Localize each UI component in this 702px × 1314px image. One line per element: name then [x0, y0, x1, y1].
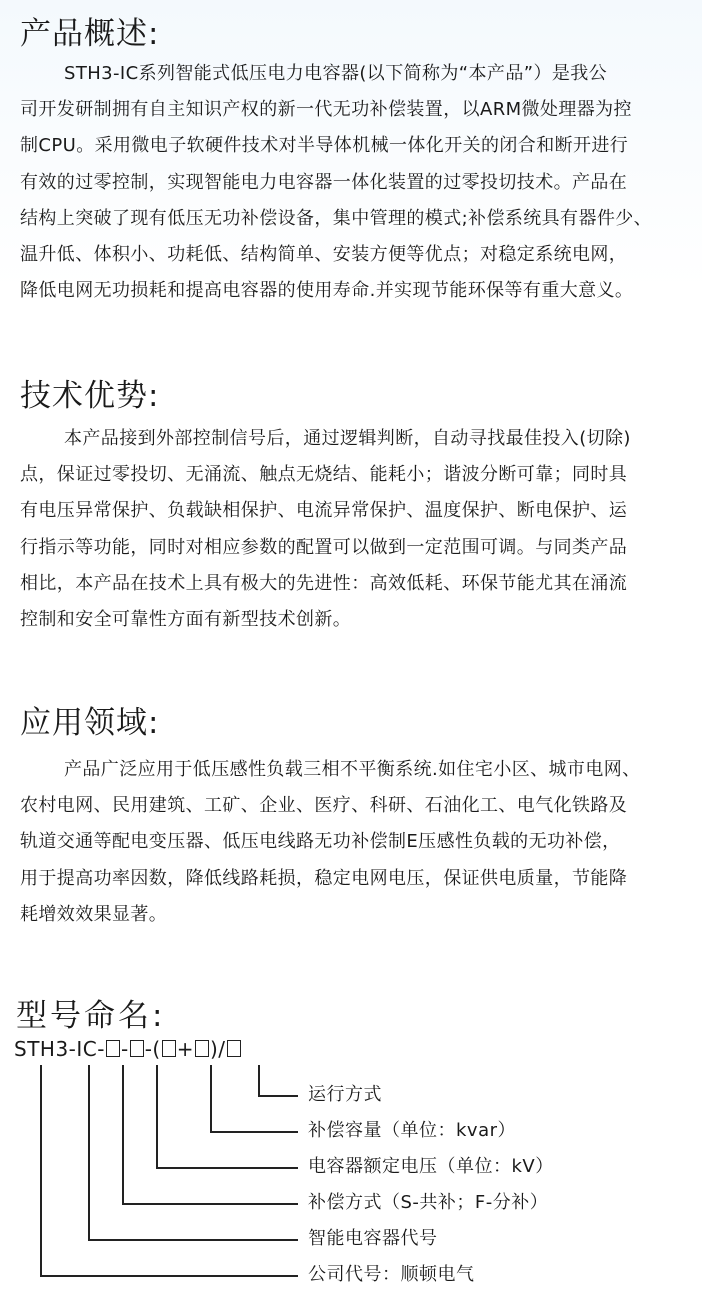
- advantages-line: 本产品接到外部控制信号后，通过逻辑判断，自动寻找最佳投入(切除): [64, 428, 631, 449]
- placeholder-box: [106, 1040, 120, 1057]
- legend-compensation-mode: 补偿方式（S-共补；F-分补）: [308, 1192, 549, 1213]
- overview-line: 司开发研制拥有自主知识产权的新一代无功补偿装置，以ARM微处理器为控: [20, 99, 632, 121]
- legend-run-mode: 运行方式: [308, 1084, 382, 1105]
- overview-line: 有效的过零控制，实现智能电力电容器一体化装置的过零投切技术。产品在: [20, 171, 628, 193]
- connector-line: [258, 1065, 260, 1097]
- connector-line: [88, 1065, 90, 1241]
- placeholder-box: [227, 1040, 241, 1057]
- placeholder-box: [162, 1040, 176, 1057]
- connector-line: [210, 1065, 212, 1133]
- connector-line: [40, 1065, 42, 1277]
- model-separator: -(: [144, 1037, 161, 1061]
- connector-line: [40, 1275, 298, 1277]
- model-plus: +: [176, 1037, 194, 1061]
- applications-line: 农村电网、民用建筑、工矿、企业、医疗、科研、石油化工、电气化铁路及: [20, 795, 628, 817]
- advantages-line: 有电压异常保护、负载缺相保护、电流异常保护、温度保护、断电保护、运: [20, 500, 628, 522]
- overview-line: 结构上突破了现有低压无功补偿设备，集中管理的模式;补偿系统具有器件少、: [20, 207, 653, 229]
- model-close: )/: [210, 1037, 226, 1061]
- placeholder-box: [130, 1040, 144, 1057]
- advantages-line: 相比，本产品在技术上具有极大的先进性：高效低耗、环保节能尤其在涌流: [20, 572, 628, 594]
- model-heading: 型号命名:: [16, 998, 166, 1034]
- overview-line: 制CPU。采用微电子软硬件技术对半导体机械一体化开关的闭合和断开进行: [20, 135, 629, 157]
- connector-line: [88, 1239, 298, 1241]
- overview-line: 降低电网无功损耗和提高电容器的使用寿命.并实现节能环保等有重大意义。: [20, 280, 634, 302]
- applications-line: 耗增效效果显著。: [20, 903, 168, 925]
- advantages-line: 点，保证过零投切、无涌流、触点无烧结、能耗小；谐波分断可靠；同时具: [20, 464, 628, 486]
- applications-line: 产品广泛应用于低压感性负载三相不平衡系统.如住宅小区、城市电网、: [64, 759, 641, 780]
- advantages-line: 控制和安全可靠性方面有新型技术创新。: [20, 609, 352, 631]
- connector-line: [258, 1095, 298, 1097]
- connector-line: [210, 1131, 298, 1133]
- model-separator: -: [120, 1037, 129, 1061]
- connector-line: [156, 1167, 298, 1169]
- legend-rated-voltage: 电容器额定电压（单位：kV）: [308, 1156, 554, 1177]
- overview-paragraph: [20, 56, 696, 309]
- advantages-heading: 技术优势:: [20, 378, 160, 414]
- overview-line: STH3-IC系列智能式低压电力电容器(以下简称为“本产品”）是我公: [64, 63, 608, 84]
- legend-capacity: 补偿容量（单位：kvar）: [308, 1120, 517, 1141]
- applications-heading: 应用领域:: [20, 705, 160, 741]
- legend-smart-capacitor-code: 智能电容器代号: [308, 1228, 438, 1249]
- overview-heading: 产品概述:: [20, 16, 160, 52]
- connector-line: [156, 1065, 158, 1169]
- applications-paragraph: [20, 752, 696, 933]
- connector-line: [122, 1065, 124, 1205]
- model-code: [14, 1036, 242, 1062]
- placeholder-box: [195, 1040, 209, 1057]
- legend-company-code: 公司代号：顺顿电气: [308, 1264, 475, 1285]
- overview-line: 温升低、体积小、功耗低、结构简单、安装方便等优点；对稳定系统电网，: [20, 244, 628, 266]
- connector-line: [122, 1203, 298, 1205]
- applications-line: 轨道交通等配电变压器、低压电线路无功补偿制E压感性负载的无功补偿，: [20, 831, 621, 853]
- applications-line: 用于提高功率因数，降低线路耗损，稳定电网电压，保证供电质量，节能降: [20, 867, 628, 889]
- model-prefix: STH3-IC-: [14, 1037, 105, 1061]
- advantages-paragraph: [20, 421, 696, 638]
- advantages-line: 行指示等功能，同时对相应参数的配置可以做到一定范围可调。与同类产品: [20, 536, 628, 558]
